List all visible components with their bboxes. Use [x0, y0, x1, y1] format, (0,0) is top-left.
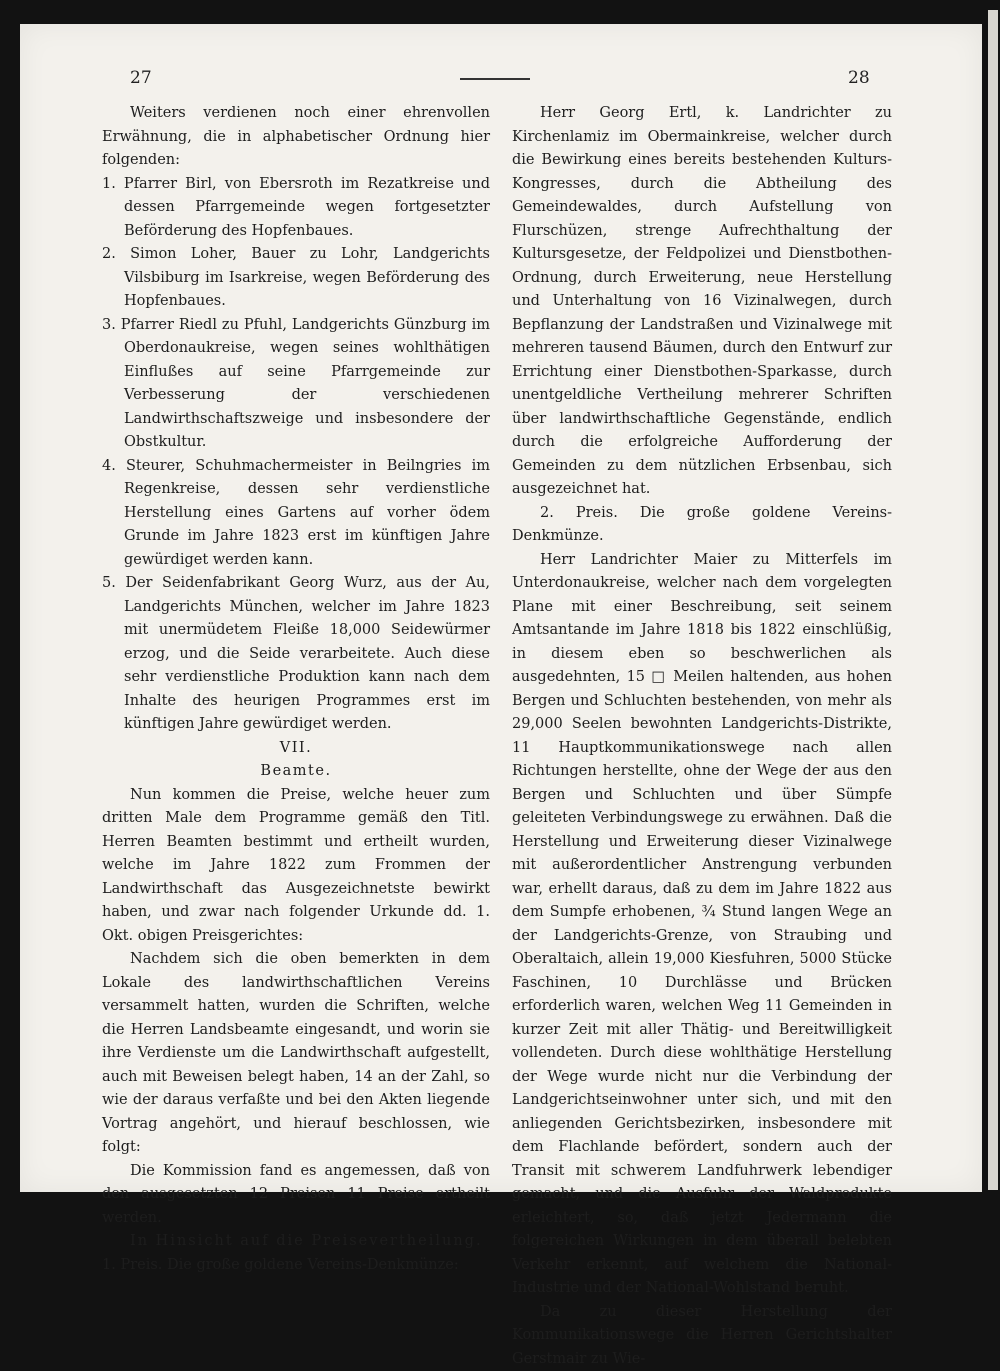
section-heading: Beamte. [102, 760, 490, 784]
page-number-left: 27 [130, 68, 152, 88]
paragraph: Herr Georg Ertl, k. Landrichter zu Kirchenlamiz im Obermainkreise, welcher durch die Bewirkung eines bereits bestehenden Kulturs-Kongresses, durch die Abtheilung des Gemeindewaldes, durch Aufstellung von Flurschüzen, strenge Aufrechthaltung der Kultursgesetze, der Feldpolizei und Dienstbothen-Ordnung, durch Erweiterung, neue Herstellung und Unterhaltung von 16 Vizinalwegen, durch Bepflanzung der Landstraßen und Vizinalwege mit mehreren tausend Bäumen, durch den Entwurf zur Errichtung einer Dienstbothen-Sparkasse, durch unentgeldliche Vertheilung mehrerer Schriften über landwirthschaftliche Gegenstände, endlich durch die erfolgreiche Aufforderung der Gemeinden zu dem nützlichen Erbsenbau, sich ausgezeichnet hat. [512, 102, 892, 502]
header-rule [460, 78, 530, 80]
page-edge [988, 10, 998, 1190]
left-column [102, 102, 490, 1277]
paragraph: 1. Preis. Die große goldene Vereins-Denkmünze: [102, 1254, 490, 1278]
paragraph: In Hinsicht auf die Preisevertheilung. [102, 1230, 490, 1254]
paragraph: 5. Der Seidenfabrikant Georg Wurz, aus der Au, Landgerichts München, welcher im Jahre 1823 mit unermüdetem Fleiße 18,000 Seidewürmer erzog, und die Seide verarbeitete. Auch diese sehr verdienstliche Produktion kann nach dem Inhalte des heurigen Programmes erst im künftigen Jahre gewürdiget werden. [102, 572, 490, 737]
right-column [512, 102, 892, 1371]
paragraph: Da zu dieser Herstellung der Kommunikationswege die Herren Gerichtshalter Gerstmair zu Wie- [512, 1301, 892, 1371]
page-number-right: 28 [848, 68, 870, 88]
book-page [20, 24, 982, 1192]
paragraph: Weiters verdienen noch einer ehrenvollen Erwähnung, die in alphabetischer Ordnung hier folgenden: [102, 102, 490, 173]
paragraph: Nun kommen die Preise, welche heuer zum dritten Male dem Programme gemäß den Titl. Herren Beamten bestimmt und ertheilt wurden, welche im Jahre 1822 zum Frommen der Landwirthschaft das Ausgezeichnetste bewirkt haben, und zwar nach folgender Urkunde dd. 1. Okt. obigen Preisgerichtes: [102, 784, 490, 949]
paragraph: 3. Pfarrer Riedl zu Pfuhl, Landgerichts Günzburg im Oberdonaukreise, wegen seines wohlthätigen Einflußes auf seine Pfarrgemeinde zur Verbesserung der verschiedenen Landwirthschaftszweige und insbesondere der Obstkultur. [102, 314, 490, 455]
section-heading: VII. [102, 737, 490, 761]
paragraph: 4. Steurer, Schuhmachermeister in Beilngries im Regenkreise, dessen sehr verdienstliche Herstellung eines Gartens auf vorher ödem Grunde im Jahre 1823 erst im künftigen Jahre gewürdiget werden kann. [102, 455, 490, 573]
paragraph: 2. Simon Loher, Bauer zu Lohr, Landgerichts Vilsbiburg im Isarkreise, wegen Beförderung des Hopfenbaues. [102, 243, 490, 314]
paragraph: Die Kommission fand es angemessen, daß von den ausgesetzten 12 Preisen 11 Preise ertheilt werden. [102, 1160, 490, 1231]
paragraph: 2. Preis. Die große goldene Vereins-Denkmünze. [512, 502, 892, 549]
paragraph: 1. Pfarrer Birl, von Ebersroth im Rezatkreise und dessen Pfarrgemeinde wegen fortgesetzter Beförderung des Hopfenbaues. [102, 173, 490, 244]
paragraph: Herr Landrichter Maier zu Mitterfels im Unterdonaukreise, welcher nach dem vorgelegten Plane mit einer Beschreibung, seit seinem Amtsantande im Jahre 1818 bis 1822 einschlüßig, in diesem eben so beschwerlichen als ausgedehnten, 15 □ Meilen haltenden, aus hohen Bergen und Schluchten bestehenden, von mehr als 29,000 Seelen bewohnten Landgerichts-Distrikte, 11 Hauptkommunikationswege nach allen Richtungen herstellte, ohne der Wege der aus den Bergen und Schluchten und über Sümpfe geleiteten Verbindungswege zu erwähnen. Daß die Herstellung und Erweiterung dieser Vizinalwege mit außerordentlicher Anstrengung verbunden war, erhellt daraus, daß zu dem im Jahre 1822 aus dem Sumpfe erhobenen, ¾ Stund langen Wege an der Landgerichts-Grenze, von Straubing und Oberaltaich, allein 19,000 Kiesfuhren, 5000 Stücke Faschinen, 10 Durchlässe und Brücken erforderlich waren, welchen Weg 11 Gemeinden in kurzer Zeit mit aller Thätig- und Bereitwilligkeit vollendeten. Durch diese wohlthätige Herstellung der Wege wurde nicht nur die Verbindung der Landgerichtseinwohner unter sich, und mit den anliegenden Gerichtsbezirken, insbesondere mit dem Flachlande befördert, sondern auch der Transit mit schwerem Landfuhrwerk lebendiger gemacht, und die Ausfuhr der Waldprodukte erleichtert, so, daß jetzt Jedermann die folgereichen Wirkungen in dem überall belebten Verkehr erkennt, auf welchem die National-Industrie und der National-Wohlstand beruht. [512, 549, 892, 1301]
paragraph: Nachdem sich die oben bemerkten in dem Lokale des landwirthschaftlichen Vereins versammelt hatten, wurden die Schriften, welche die Herren Landsbeamte eingesandt, und worin sie ihre Verdienste um die Landwirthschaft aufgestellt, auch mit Beweisen belegt haben, 14 an der Zahl, so wie der daraus verfaßte und bei den Akten liegende Vortrag angehört, und hierauf beschlossen, wie folgt: [102, 948, 490, 1160]
